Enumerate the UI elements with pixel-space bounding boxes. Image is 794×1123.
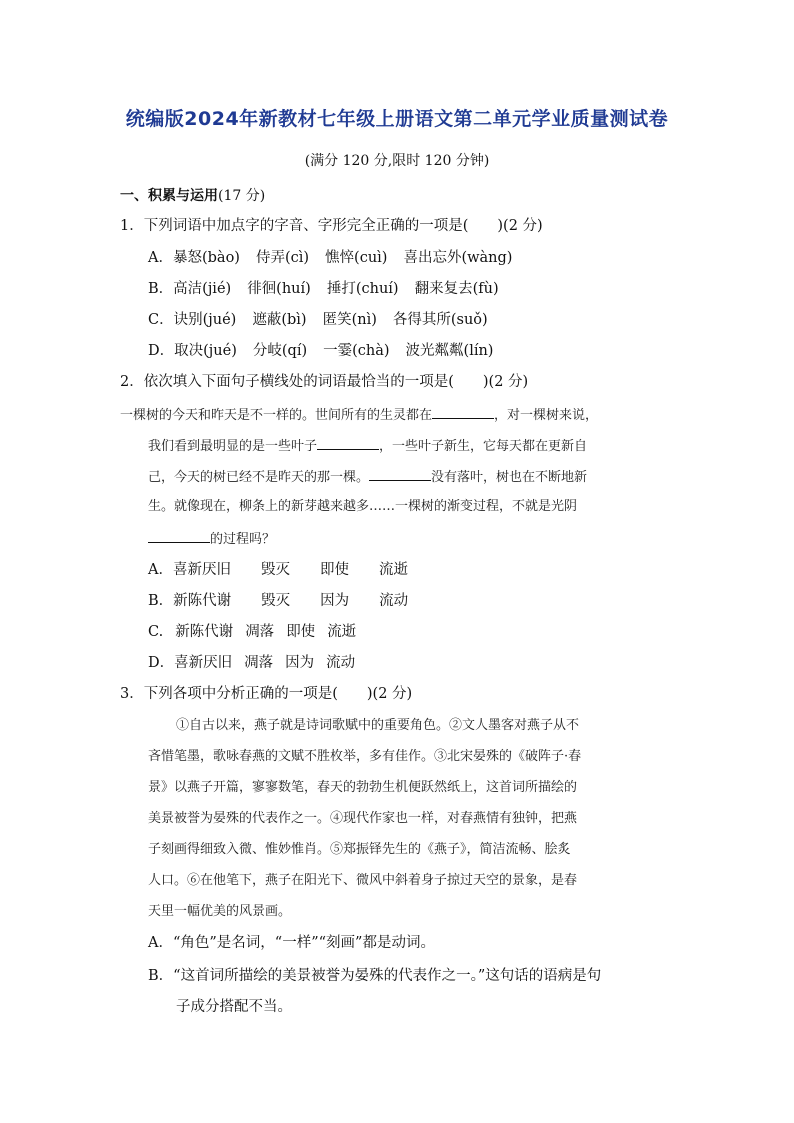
option-item: 诀别(jué) xyxy=(173,312,237,328)
q2-option-b xyxy=(148,591,408,611)
option-item: 毁灭 xyxy=(261,593,291,609)
section-score: (17 分) xyxy=(218,188,266,204)
option-item: 喜出忘外(wàng) xyxy=(403,250,513,266)
option-item: 即使 xyxy=(319,562,349,578)
q3-passage-line: 吝惜笔墨，歌咏春燕的文赋不胜枚举，多有佳作。③北宋晏殊的《破阵子·春 xyxy=(148,749,582,764)
fill-blank xyxy=(432,404,494,419)
q3-option-b: B．“这首词所描绘的美景被誉为晏殊的代表作之一。”这句话的语病是句 xyxy=(148,968,602,984)
exam-subtitle: (满分 120 分,限时 120 分钟) xyxy=(304,153,490,169)
fill-blank xyxy=(148,528,210,543)
option-item: 流逝 xyxy=(327,624,357,640)
question-3-stem: 3．下列各项中分析正确的一项是( )(2 分) xyxy=(120,686,413,702)
option-item: 匿笑(nì) xyxy=(322,312,377,328)
option-letter: D． xyxy=(148,343,175,359)
option-item: 流逝 xyxy=(378,562,408,578)
q2-passage-line xyxy=(148,497,577,517)
option-item: 新陈代谢 xyxy=(175,624,234,640)
option-item: 分岐(qí) xyxy=(252,343,308,359)
exam-title: 统编版2024年新教材七年级上册语文第二单元学业质量测试卷 xyxy=(125,108,669,130)
q1-option-b xyxy=(148,279,499,299)
passage-text: 一棵树的今天和昨天是不一样的。世间所有的生灵都在 xyxy=(120,408,433,423)
q2-option-c xyxy=(148,622,356,642)
option-letter: C. xyxy=(148,624,164,640)
option-item: 徘徊(huí) xyxy=(247,281,311,297)
passage-text: 生。就像现在，柳条上的新芽越来越多……一棵树的渐变过程，不就是光阴 xyxy=(148,499,578,514)
option-item: 即使 xyxy=(286,624,316,640)
q2-option-a xyxy=(148,560,408,580)
option-item: 取决(jué) xyxy=(174,343,237,359)
q3-option-a: A．“角色”是名词，“一样”“刻画”都是动词。 xyxy=(148,935,435,951)
option-item: 流动 xyxy=(379,593,409,609)
q2-passage-line xyxy=(148,528,275,550)
passage-text: ，一些叶子新生，它每天都在更新自 xyxy=(379,439,588,454)
option-letter: B． xyxy=(148,281,174,297)
passage-text: 己，今天的树已经不是昨天的那一棵。 xyxy=(148,470,370,485)
option-item: 喜新厌旧 xyxy=(174,655,233,671)
option-item: 侍弄(cì) xyxy=(255,250,310,266)
question-1-stem: 1．下列词语中加点字的字音、字形完全正确的一项是( )(2 分) xyxy=(120,218,543,234)
option-item: 憔悴(cuì) xyxy=(325,250,388,266)
passage-text: ，对一棵树来说， xyxy=(494,408,599,423)
section-heading xyxy=(120,186,265,206)
option-letter: A． xyxy=(148,562,173,578)
option-letter: A． xyxy=(148,250,173,266)
option-item: 新陈代谢 xyxy=(173,593,232,609)
option-item: 一霎(chà) xyxy=(323,343,390,359)
fill-blank xyxy=(369,466,431,481)
option-item: 捶打(chuí) xyxy=(326,281,399,297)
q1-option-c xyxy=(148,310,488,330)
q2-passage-line xyxy=(148,435,587,457)
section-label: 一、积累与运用 xyxy=(120,188,218,204)
option-item: 各得其所(suǒ) xyxy=(392,312,488,328)
q3-passage-line: 景》以燕子开篇，寥寥数笔，春天的勃勃生机便跃然纸上，这首词所描绘的 xyxy=(148,780,578,795)
q3-passage-line: 美景被誉为晏殊的代表作之一。④现代作家也一样，对春燕情有独钟，把燕 xyxy=(148,811,578,826)
q2-passage-line xyxy=(120,404,598,426)
question-2-stem: 2．依次填入下面句子横线处的词语最恰当的一项是( )(2 分) xyxy=(120,374,529,390)
option-letter: C． xyxy=(148,312,174,328)
passage-text: 我们看到最明显的是一些叶子 xyxy=(148,439,318,454)
q1-option-a xyxy=(148,248,512,268)
q3-passage-line: 子刻画得细致入微、惟妙惟肖。⑤郑振铎先生的《燕子》，简洁流畅、脍炙 xyxy=(148,842,571,857)
option-item: 翻来复去(fù) xyxy=(414,281,499,297)
q3-passage-line: 天里一幅优美的风景画。 xyxy=(148,904,292,919)
option-item: 遮蔽(bì) xyxy=(252,312,307,328)
option-item: 波光粼粼(lín) xyxy=(405,343,494,359)
q3-passage-line: ①自古以来，燕子就是诗词歌赋中的重要角色。②文人墨客对燕子从不 xyxy=(176,718,580,733)
fill-blank xyxy=(317,435,379,450)
q1-option-d xyxy=(148,341,493,361)
option-item: 高洁(jié) xyxy=(173,281,232,297)
option-item: 毁灭 xyxy=(260,562,290,578)
option-item: 凋落 xyxy=(244,655,274,671)
passage-text: 没有落叶，树也在不断地新 xyxy=(431,470,588,485)
option-item: 流动 xyxy=(326,655,356,671)
option-item: 喜新厌旧 xyxy=(172,562,231,578)
q2-passage-line xyxy=(148,466,587,488)
option-item: 凋落 xyxy=(245,624,275,640)
option-item: 因为 xyxy=(285,655,315,671)
passage-text: 的过程吗？ xyxy=(210,532,276,547)
option-item: 暴怒(bào) xyxy=(172,250,240,266)
option-letter: D． xyxy=(148,655,175,671)
option-item: 因为 xyxy=(320,593,350,609)
option-letter: B． xyxy=(148,593,174,609)
q3-passage-line: 人口。⑥在他笔下，燕子在阳光下、微风中斜着身子掠过天空的景象，是春 xyxy=(148,873,578,888)
q2-option-d xyxy=(148,653,355,673)
q3-option-b-continued: 子成分搭配不当。 xyxy=(176,999,292,1015)
